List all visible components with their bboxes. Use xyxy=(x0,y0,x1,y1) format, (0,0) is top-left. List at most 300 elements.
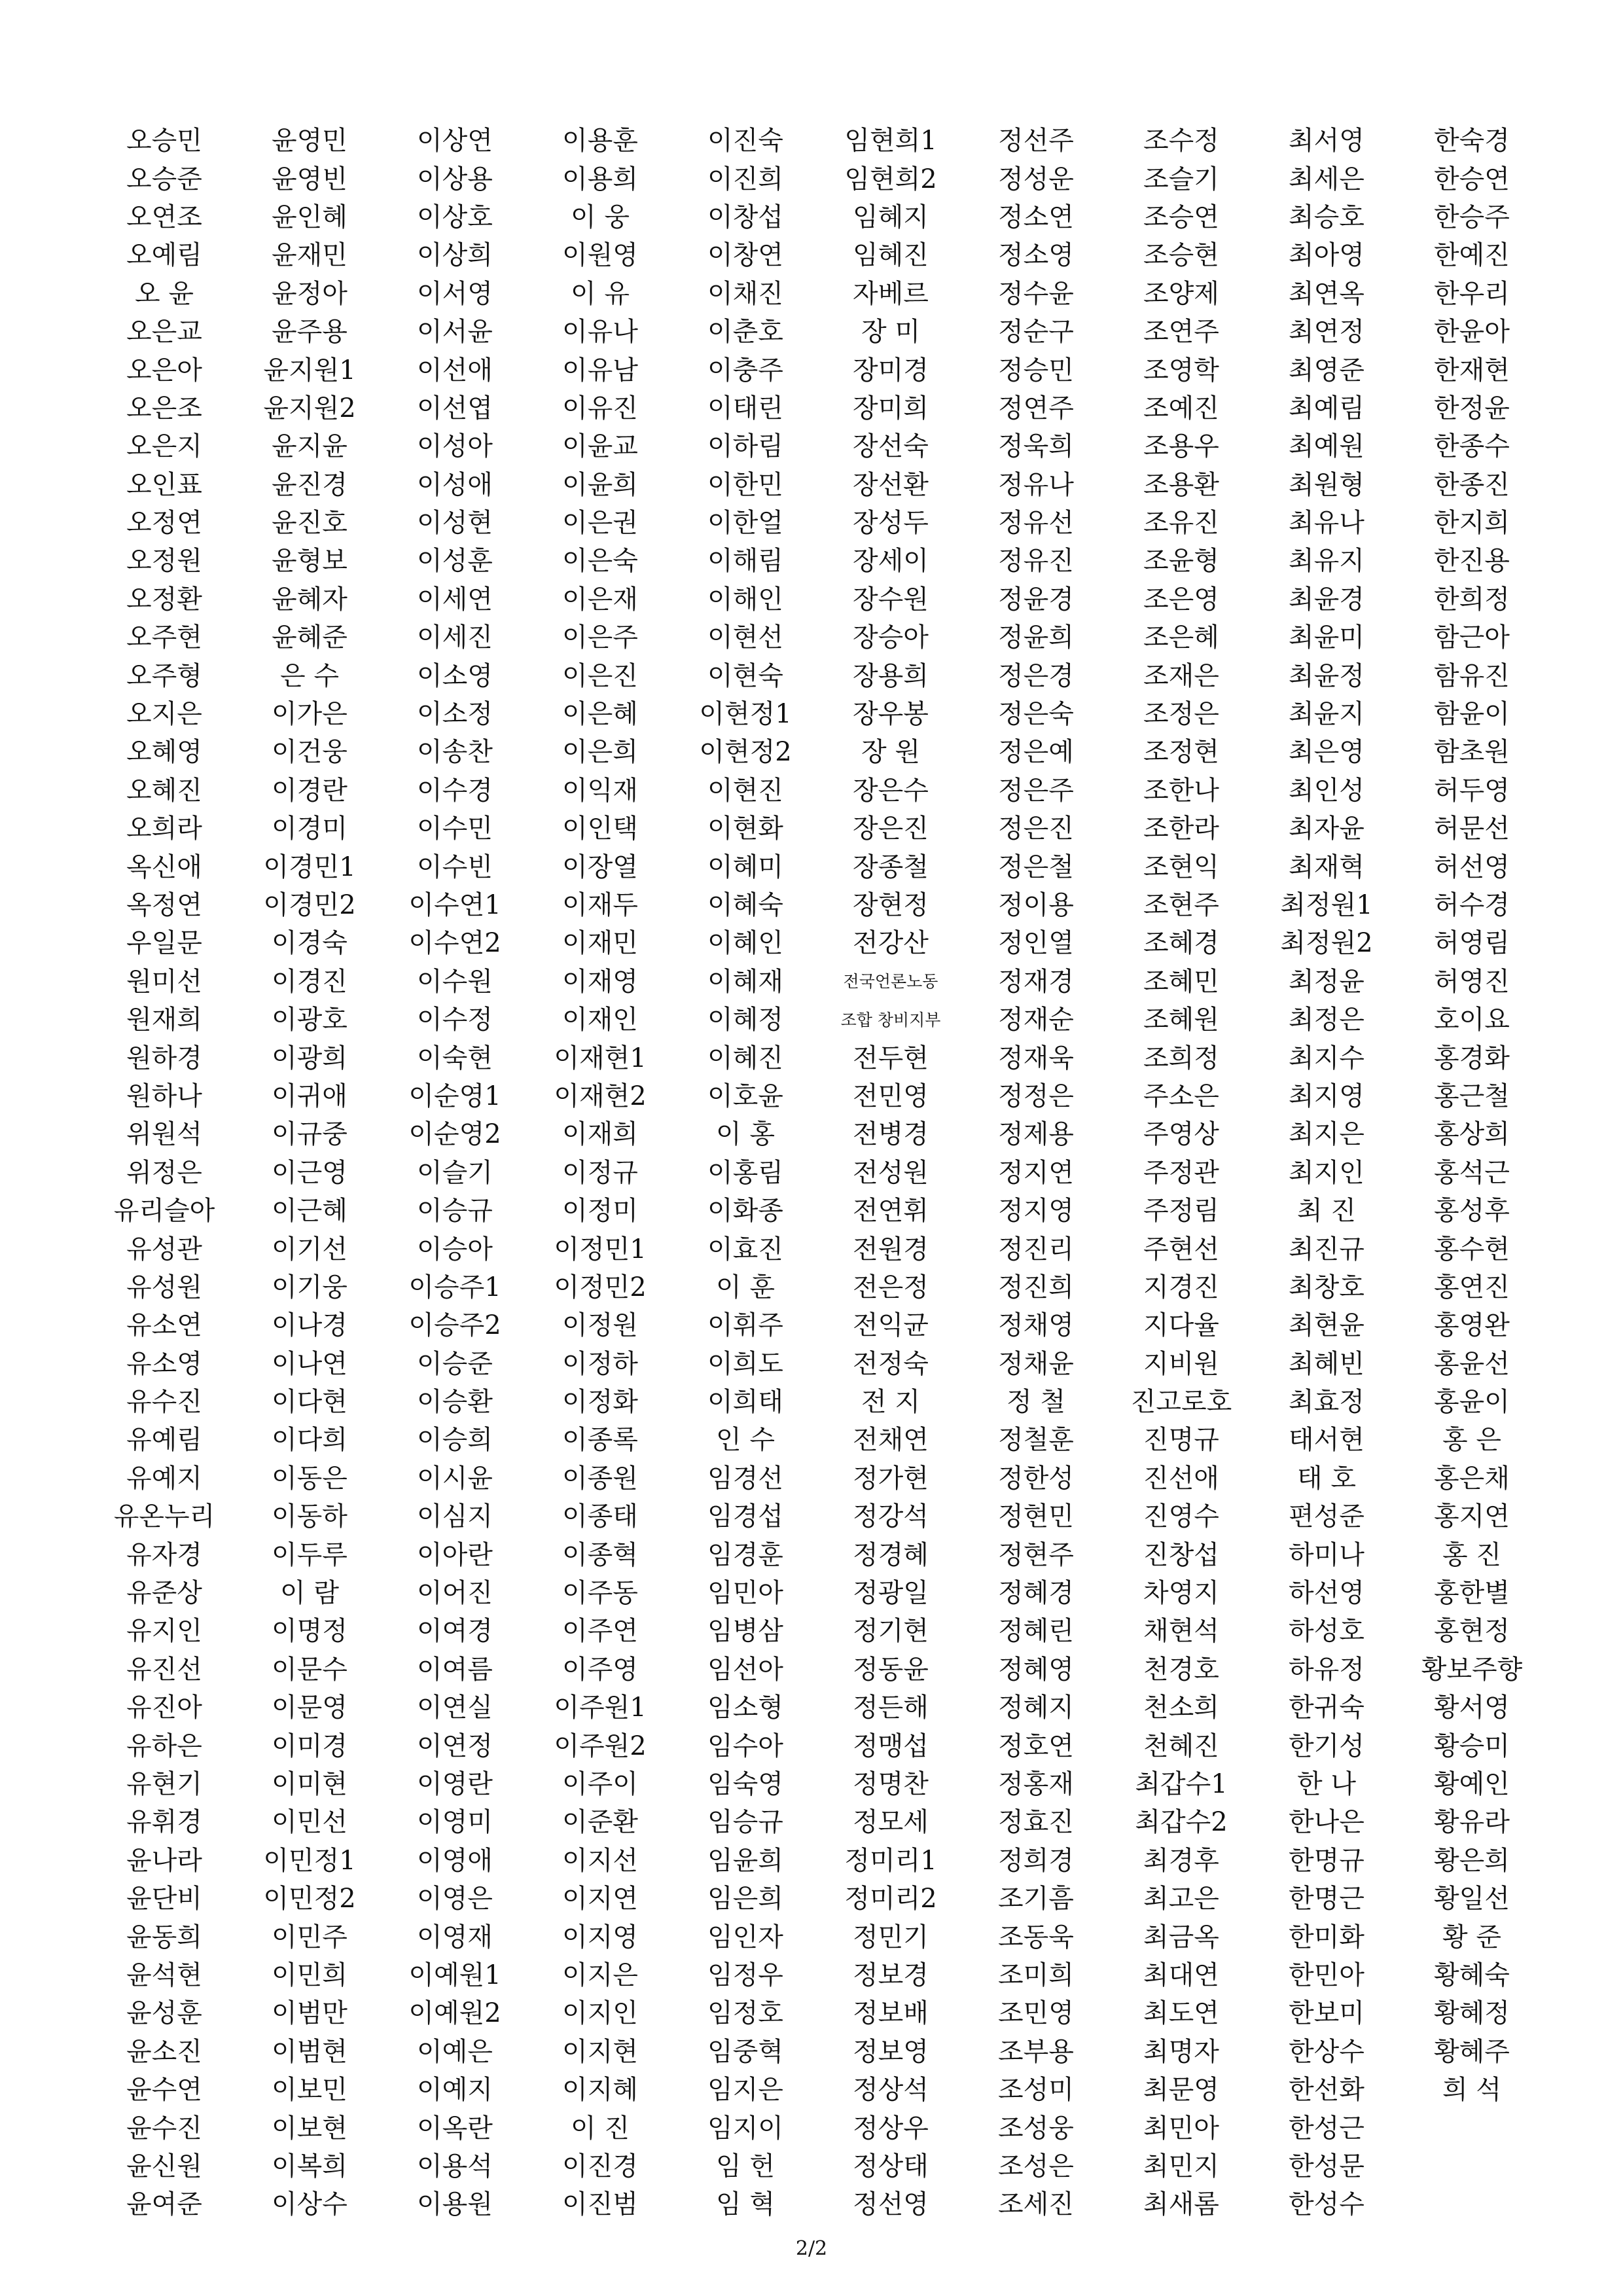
name-entry: 오정원 xyxy=(126,546,202,577)
name-entry: 최도연 xyxy=(1143,1998,1219,2029)
name-entry: 인 수 xyxy=(716,1425,775,1456)
name-entry: 장세이 xyxy=(853,546,929,577)
name-entry: 이지연 xyxy=(562,1884,638,1914)
name-entry: 조은영 xyxy=(1143,584,1219,615)
name-entry: 이경민2 xyxy=(263,890,356,920)
name-entry: 최경후 xyxy=(1143,1845,1219,1876)
name-entry: 장 원 xyxy=(861,737,920,768)
name-entry: 진영수 xyxy=(1143,1501,1219,1532)
name-entry: 한성수 xyxy=(1289,2189,1364,2220)
name-entry: 오지은 xyxy=(126,699,202,730)
name-entry: 이여경 xyxy=(417,1616,493,1647)
name-entry: 전강산 xyxy=(853,928,929,959)
name-entry: 정진희 xyxy=(998,1272,1074,1302)
name-entry: 이선애 xyxy=(417,355,493,386)
name-entry: 한숙경 xyxy=(1434,126,1510,156)
name-entry: 이숙현 xyxy=(417,1043,493,1073)
name-entry: 정희경 xyxy=(998,1845,1074,1876)
name-entry: 정상석 xyxy=(853,2075,929,2106)
name-entry: 정유진 xyxy=(998,546,1074,577)
name-entry: 조은혜 xyxy=(1143,622,1219,653)
name-entry: 정가현 xyxy=(853,1463,929,1494)
name-entry: 이정하 xyxy=(562,1348,638,1379)
name-entry: 원하나 xyxy=(126,1081,202,1111)
name-entry: 최금옥 xyxy=(1143,1922,1219,1952)
name-entry: 한종수 xyxy=(1434,431,1510,462)
name-entry: 이지인 xyxy=(562,1998,638,2029)
name-entry: 정재욱 xyxy=(998,1043,1074,1073)
name-entry: 최자윤 xyxy=(1289,814,1364,844)
name-entry: 오은아 xyxy=(126,355,202,386)
name-entry: 정지연 xyxy=(998,1157,1074,1188)
name-entry: 임수아 xyxy=(707,1731,783,1761)
name-entry: 함근아 xyxy=(1434,622,1510,653)
name-entry: 이진숙 xyxy=(707,126,783,156)
name-entry: 정은철 xyxy=(998,852,1074,882)
name-entry: 이복희 xyxy=(272,2151,348,2181)
name-entry: 장용희 xyxy=(853,660,929,691)
name-entry: 이민정1 xyxy=(263,1845,356,1876)
name-entry: 장수원 xyxy=(853,584,929,615)
name-entry: 주정관 xyxy=(1143,1157,1219,1188)
name-entry: 정은주 xyxy=(998,775,1074,806)
name-entry: 이윤교 xyxy=(562,431,638,462)
name-entry: 황승미 xyxy=(1434,1731,1510,1761)
name-entry: 이심지 xyxy=(417,1501,493,1532)
name-entry: 지비원 xyxy=(1143,1348,1219,1379)
name-entry: 윤단비 xyxy=(126,1884,202,1914)
name-entry: 정제용 xyxy=(998,1119,1074,1150)
name-entry: 이경진 xyxy=(272,966,348,997)
name-entry: 황은희 xyxy=(1434,1845,1510,1876)
name-entry: 이수민 xyxy=(417,814,493,844)
name-entry: 이지영 xyxy=(562,1922,638,1952)
name-entry: 이규중 xyxy=(272,1119,348,1150)
name-entry: 홍석근 xyxy=(1434,1157,1510,1188)
name-entry: 이세진 xyxy=(417,622,493,653)
name-entry: 오예림 xyxy=(126,240,202,271)
name-entry: 이수정 xyxy=(417,1005,493,1035)
name-entry: 천경호 xyxy=(1143,1654,1219,1685)
name-entry: 천소희 xyxy=(1143,1693,1219,1723)
name-entry: 윤혜준 xyxy=(272,622,348,653)
name-entry: 이주영 xyxy=(562,1654,638,1685)
name-entry: 전채연 xyxy=(853,1425,929,1456)
name-entry: 주현선 xyxy=(1143,1234,1219,1265)
name-entry: 이정규 xyxy=(562,1157,638,1188)
name-entry: 윤재민 xyxy=(272,240,348,271)
name-entry: 이수빈 xyxy=(417,852,493,882)
name-entry: 이익재 xyxy=(562,775,638,806)
name-entry: 이문영 xyxy=(272,1693,348,1723)
name-entry: 주정림 xyxy=(1143,1196,1219,1227)
name-entry: 함유진 xyxy=(1434,660,1510,691)
name-entry: 원재희 xyxy=(126,1005,202,1035)
name-entry: 이현숙 xyxy=(707,660,783,691)
name-entry: 임숙영 xyxy=(707,1768,783,1799)
name-entry: 전정숙 xyxy=(853,1348,929,1379)
name-entry: 이주이 xyxy=(562,1768,638,1799)
name-entry: 이두루 xyxy=(272,1539,348,1570)
name-entry: 임지은 xyxy=(707,2075,783,2106)
name-entry: 조정현 xyxy=(1143,737,1219,768)
name-entry: 전 지 xyxy=(861,1387,920,1418)
page-number: 2/2 xyxy=(795,2237,828,2260)
name-entry: 조현주 xyxy=(1143,890,1219,920)
name-entry: 태 호 xyxy=(1297,1463,1356,1494)
name-entry: 이호윤 xyxy=(707,1081,783,1111)
name-entry: 최윤지 xyxy=(1289,699,1364,730)
name-entry: 최혜빈 xyxy=(1289,1348,1364,1379)
name-entry: 조동욱 xyxy=(998,1922,1074,1952)
name-entry: 최원형 xyxy=(1289,469,1364,500)
name-entry: 한선화 xyxy=(1289,2075,1364,2106)
name-entry: 최정은 xyxy=(1289,1005,1364,1035)
name-entry: 조용환 xyxy=(1143,469,1219,500)
name-entry: 한종진 xyxy=(1434,469,1510,500)
name-entry: 오정연 xyxy=(126,508,202,539)
name-entry: 정혜린 xyxy=(998,1616,1074,1647)
name-entry: 이광희 xyxy=(272,1043,348,1073)
name-entry: 최인성 xyxy=(1289,775,1364,806)
name-entry: 이화종 xyxy=(707,1196,783,1227)
name-entry: 이용원 xyxy=(417,2189,493,2220)
name-entry: 이재두 xyxy=(562,890,638,920)
name-entry: 이홍림 xyxy=(707,1157,783,1188)
name-entry: 정승민 xyxy=(998,355,1074,386)
name-entry: 이윤희 xyxy=(562,469,638,500)
name-entry: 이영은 xyxy=(417,1884,493,1914)
name-entry: 이슬기 xyxy=(417,1157,493,1188)
name-entry: 최정원2 xyxy=(1280,928,1373,959)
name-entry: 홍지연 xyxy=(1434,1501,1510,1532)
name-entry: 이상수 xyxy=(272,2189,348,2220)
name-entry: 이충주 xyxy=(707,355,783,386)
name-entry: 정혜영 xyxy=(998,1654,1074,1685)
name-entry: 조성은 xyxy=(998,2151,1074,2181)
name-entry: 이정민2 xyxy=(554,1272,647,1302)
name-entry: 조성미 xyxy=(998,2075,1074,2106)
name-entry: 편성준 xyxy=(1289,1501,1364,1532)
name-entry: 윤주용 xyxy=(272,317,348,348)
name-entry: 정이용 xyxy=(998,890,1074,920)
name-entry: 임현희1 xyxy=(844,126,937,156)
name-entry: 이은진 xyxy=(562,660,638,691)
name-entry: 최대연 xyxy=(1143,1960,1219,1990)
name-entry: 정채영 xyxy=(998,1310,1074,1341)
name-entry: 유하은 xyxy=(126,1731,202,1761)
name-entry: 이영재 xyxy=(417,1922,493,1952)
name-entry: 임 헌 xyxy=(716,2151,775,2181)
name-entry: 최정원1 xyxy=(1280,890,1373,920)
name-entry: 이성아 xyxy=(417,431,493,462)
name-entry: 오혜진 xyxy=(126,775,202,806)
name-entry: 이재현1 xyxy=(554,1043,647,1073)
name-entry: 최서영 xyxy=(1289,126,1364,156)
name-entry: 이승준 xyxy=(417,1348,493,1379)
name-entry: 이범현 xyxy=(272,2036,348,2067)
name-entry: 정기현 xyxy=(853,1616,929,1647)
name-entry: 전국언론노동 xyxy=(843,972,938,992)
name-entry: 이옥란 xyxy=(417,2113,493,2144)
name-entry: 한귀숙 xyxy=(1289,1693,1364,1723)
name-entry: 호이요 xyxy=(1434,1005,1510,1035)
name-entry: 정보배 xyxy=(853,1998,929,2029)
name-entry: 윤수진 xyxy=(126,2113,202,2144)
name-entry: 윤성훈 xyxy=(126,1998,202,2029)
name-entry: 이어진 xyxy=(417,1578,493,1609)
name-entry: 최지은 xyxy=(1289,1119,1364,1150)
name-entry: 한상수 xyxy=(1289,2036,1364,2067)
name-entry: 이은주 xyxy=(562,622,638,653)
name-entry: 오정환 xyxy=(126,584,202,615)
name-entry: 한재현 xyxy=(1434,355,1510,386)
name-entry: 최영준 xyxy=(1289,355,1364,386)
name-entry: 이현화 xyxy=(707,814,783,844)
name-entry: 정윤경 xyxy=(998,584,1074,615)
name-entry: 조민영 xyxy=(998,1998,1074,2029)
name-entry: 이성훈 xyxy=(417,546,493,577)
name-entry: 윤석현 xyxy=(126,1960,202,1990)
name-entry: 조혜경 xyxy=(1143,928,1219,959)
name-entry: 홍수현 xyxy=(1434,1234,1510,1265)
name-entry: 한성근 xyxy=(1289,2113,1364,2144)
name-entry: 홍연진 xyxy=(1434,1272,1510,1302)
name-entry: 최명자 xyxy=(1143,2036,1219,2067)
name-entry: 최갑수2 xyxy=(1135,1807,1228,1838)
name-entry: 정성운 xyxy=(998,164,1074,194)
name-entry: 정철훈 xyxy=(998,1425,1074,1456)
name-entry: 오은교 xyxy=(126,317,202,348)
name-entry: 임경훈 xyxy=(707,1539,783,1570)
name-entry: 정은경 xyxy=(998,660,1074,691)
name-entry: 정선영 xyxy=(853,2189,929,2220)
name-entry: 이영애 xyxy=(417,1845,493,1876)
name-entry: 이정민1 xyxy=(554,1234,647,1265)
name-entry: 한미화 xyxy=(1289,1922,1364,1952)
name-entry: 정맹섭 xyxy=(853,1731,929,1761)
name-entry: 조영학 xyxy=(1143,355,1219,386)
name-entry: 장은수 xyxy=(853,775,929,806)
name-entry: 이 웅 xyxy=(571,202,630,232)
name-entry: 정미리1 xyxy=(844,1845,937,1876)
name-entry: 유성원 xyxy=(126,1272,202,1302)
name-entry: 이승주2 xyxy=(408,1310,501,1341)
name-entry: 이동은 xyxy=(272,1463,348,1494)
name-entry: 이원영 xyxy=(562,240,638,271)
name-entry: 조미희 xyxy=(998,1960,1074,1990)
name-entry: 윤진경 xyxy=(272,469,348,500)
name-entry: 황혜정 xyxy=(1434,1998,1510,2029)
name-entry: 최새롬 xyxy=(1143,2189,1219,2220)
name-entry: 임정우 xyxy=(707,1960,783,1990)
name-entry: 이재희 xyxy=(562,1119,638,1150)
name-entry: 이재민 xyxy=(562,928,638,959)
name-entry: 허두영 xyxy=(1434,775,1510,806)
name-entry: 유온누리 xyxy=(113,1501,215,1532)
name-entry: 이혜인 xyxy=(707,928,783,959)
name-entry: 홍윤선 xyxy=(1434,1348,1510,1379)
name-entry: 이재영 xyxy=(562,966,638,997)
name-entry: 이주원2 xyxy=(554,1731,647,1761)
name-entry: 하미나 xyxy=(1289,1539,1364,1570)
name-entry: 정유나 xyxy=(998,469,1074,500)
name-entry: 최예림 xyxy=(1289,393,1364,423)
name-entry: 최연옥 xyxy=(1289,278,1364,309)
name-entry: 이휘주 xyxy=(707,1310,783,1341)
name-entry: 이승아 xyxy=(417,1234,493,1265)
name-entry: 정연주 xyxy=(998,393,1074,423)
name-entry: 이수경 xyxy=(417,775,493,806)
name-entry: 정은숙 xyxy=(998,699,1074,730)
name-entry: 한성문 xyxy=(1289,2151,1364,2181)
name-entry: 위정은 xyxy=(126,1157,202,1188)
name-entry: 이현정2 xyxy=(699,737,792,768)
name-entry: 조용우 xyxy=(1143,431,1219,462)
name-entry: 하선영 xyxy=(1289,1578,1364,1609)
name-entry: 홍 진 xyxy=(1442,1539,1501,1570)
name-entry: 황 준 xyxy=(1442,1922,1501,1952)
name-entry: 정인열 xyxy=(998,928,1074,959)
name-entry: 오인표 xyxy=(126,469,202,500)
name-entry: 최승호 xyxy=(1289,202,1364,232)
name-entry: 조현익 xyxy=(1143,852,1219,882)
name-entry: 홍 은 xyxy=(1442,1425,1501,1456)
name-entry: 지다율 xyxy=(1143,1310,1219,1341)
name-entry: 장현정 xyxy=(853,890,929,920)
name-entry: 장미희 xyxy=(853,393,929,423)
name-entry: 이민선 xyxy=(272,1807,348,1838)
name-entry: 임병삼 xyxy=(707,1616,783,1647)
name-entry: 최연정 xyxy=(1289,317,1364,348)
name-entry: 정든해 xyxy=(853,1693,929,1723)
name-entry: 이승환 xyxy=(417,1387,493,1418)
name-entry: 윤영민 xyxy=(272,126,348,156)
name-entry: 이혜진 xyxy=(707,1043,783,1073)
name-entry: 이지은 xyxy=(562,1960,638,1990)
name-entry: 이시윤 xyxy=(417,1463,493,1494)
name-entry: 윤여준 xyxy=(126,2189,202,2220)
name-entry: 원미선 xyxy=(126,966,202,997)
name-entry: 이예은 xyxy=(417,2036,493,2067)
name-entry: 한나은 xyxy=(1289,1807,1364,1838)
name-entry: 이서윤 xyxy=(417,317,493,348)
name-entry: 전원경 xyxy=(853,1234,929,1265)
name-entry: 유수진 xyxy=(126,1387,202,1418)
name-entry: 윤형보 xyxy=(272,546,348,577)
name-entry: 정상우 xyxy=(853,2113,929,2144)
name-entry: 채현석 xyxy=(1143,1616,1219,1647)
name-entry xyxy=(1399,2109,1544,2147)
name-entry: 이문수 xyxy=(272,1654,348,1685)
name-entry: 정보영 xyxy=(853,2036,929,2067)
name-entry: 최유지 xyxy=(1289,546,1364,577)
name-entry: 윤영빈 xyxy=(272,164,348,194)
name-entry: 이경민1 xyxy=(263,852,356,882)
name-entry: 조승현 xyxy=(1143,240,1219,271)
name-entry: 이연정 xyxy=(417,1731,493,1761)
name-entry: 이은숙 xyxy=(562,546,638,577)
name-entry: 이용훈 xyxy=(562,126,638,156)
name-entry: 이한얼 xyxy=(707,508,783,539)
name-entry: 임정호 xyxy=(707,1998,783,2029)
name-entry: 유지인 xyxy=(126,1616,202,1647)
name-entry: 이지선 xyxy=(562,1845,638,1876)
name-entry: 임경선 xyxy=(707,1463,783,1494)
name-entry: 정 철 xyxy=(1007,1387,1065,1418)
name-entry: 윤지원2 xyxy=(263,393,356,423)
name-entry: 이아란 xyxy=(417,1539,493,1570)
name-entry: 정재경 xyxy=(998,966,1074,997)
name-entry: 이민희 xyxy=(272,1960,348,1990)
name-entry: 한명규 xyxy=(1289,1845,1364,1876)
name-entry: 전병경 xyxy=(853,1119,929,1150)
name-entry: 이정화 xyxy=(562,1387,638,1418)
name-entry: 허영진 xyxy=(1434,966,1510,997)
name-entry: 이미경 xyxy=(272,1731,348,1761)
name-entry: 전익균 xyxy=(853,1310,929,1341)
name-entry: 유예림 xyxy=(126,1425,202,1456)
name-entry: 조기흠 xyxy=(998,1884,1074,1914)
name-entry: 옥정연 xyxy=(126,890,202,920)
name-entry: 이상용 xyxy=(417,164,493,194)
name-entry: 이혜재 xyxy=(707,966,783,997)
name-entry: 조수정 xyxy=(1143,126,1219,156)
name-entry: 이귀애 xyxy=(272,1081,348,1111)
name-entry: 정유선 xyxy=(998,508,1074,539)
name-entry: 유성관 xyxy=(126,1234,202,1265)
name-entry: 최은영 xyxy=(1289,737,1364,768)
name-entry: 홍경화 xyxy=(1434,1043,1510,1073)
name-entry: 옥신애 xyxy=(126,852,202,882)
name-entry: 이장열 xyxy=(562,852,638,882)
name-entry: 이춘호 xyxy=(707,317,783,348)
name-entry: 최재혁 xyxy=(1289,852,1364,882)
name-entry: 조승연 xyxy=(1143,202,1219,232)
name-entry: 조세진 xyxy=(998,2189,1074,2220)
name-entry: 이혜미 xyxy=(707,852,783,882)
name-entry: 이진범 xyxy=(562,2189,638,2220)
name-entry: 이주동 xyxy=(562,1578,638,1609)
name-entry: 이승규 xyxy=(417,1196,493,1227)
name-entry: 차영지 xyxy=(1143,1578,1219,1609)
name-entry: 정명찬 xyxy=(853,1768,929,1799)
name-entry: 한승연 xyxy=(1434,164,1510,194)
name-entry: 이효진 xyxy=(707,1234,783,1265)
name-entry: 홍영완 xyxy=(1434,1310,1510,1341)
name-entry: 이여름 xyxy=(417,1654,493,1685)
name-entry: 이유남 xyxy=(562,355,638,386)
name-entry: 조부용 xyxy=(998,2036,1074,2067)
name-entry: 주소은 xyxy=(1143,1081,1219,1111)
name-entry: 유휘경 xyxy=(126,1807,202,1838)
name-entry: 홍은채 xyxy=(1434,1463,1510,1494)
name-entry: 최고은 xyxy=(1143,1884,1219,1914)
name-entry: 이기선 xyxy=(272,1234,348,1265)
name-entry: 이송찬 xyxy=(417,737,493,768)
name-entry: 정현주 xyxy=(998,1539,1074,1570)
name-entry: 이광호 xyxy=(272,1005,348,1035)
name-entry: 이예원1 xyxy=(408,1960,501,1990)
name-entry: 조연주 xyxy=(1143,317,1219,348)
name-entry: 오주형 xyxy=(126,660,202,691)
name-entry: 한윤아 xyxy=(1434,317,1510,348)
name-entry: 이나연 xyxy=(272,1348,348,1379)
name-entry: 전성원 xyxy=(853,1157,929,1188)
name-entry: 조윤형 xyxy=(1143,546,1219,577)
name-entry: 하유정 xyxy=(1289,1654,1364,1685)
name-entry: 정수윤 xyxy=(998,278,1074,309)
